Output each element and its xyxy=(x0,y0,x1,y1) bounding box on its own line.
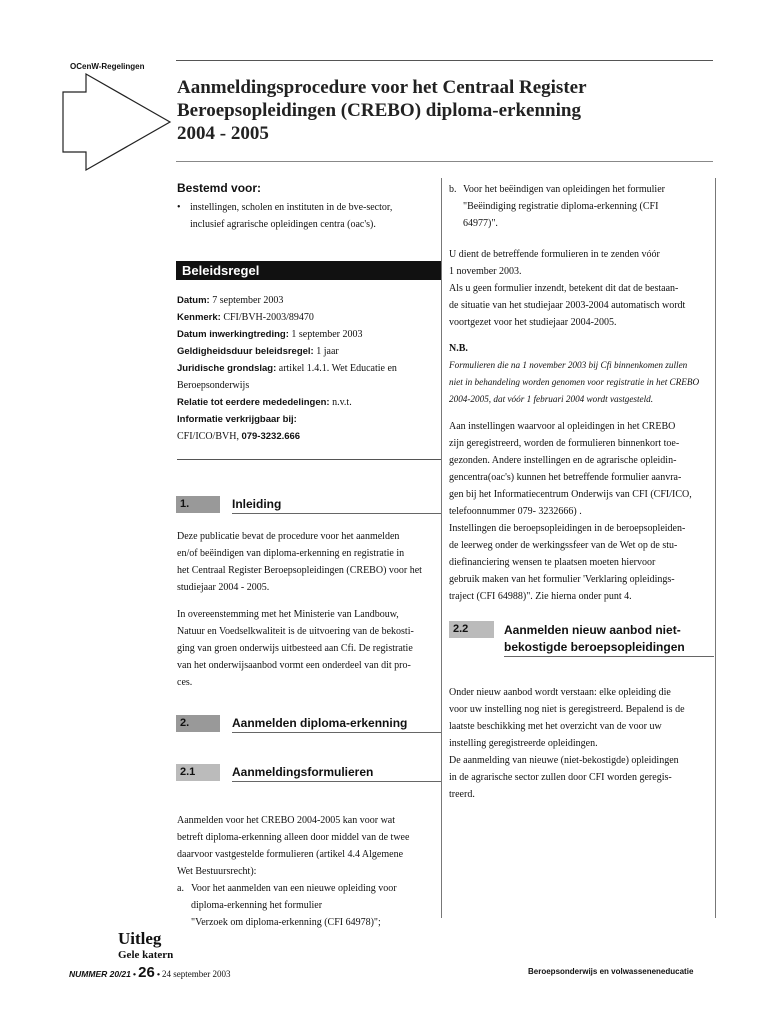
text-line: in de agrarische sector zullen door CFI worden geregis- xyxy=(449,772,672,783)
text-line: het Centraal Register Beroepsopleidingen (CREBO) voor het xyxy=(177,565,422,576)
meta-row xyxy=(177,343,442,360)
footer-bullet: • xyxy=(156,969,160,979)
bestemd-line-1: instellingen, scholen en instituten in de bve-sector, xyxy=(190,202,393,213)
section-2-1-title: Aanmeldingsformulieren xyxy=(232,765,374,779)
instellingen-paragraph xyxy=(449,418,719,605)
meta-row xyxy=(177,292,442,309)
text-line: treerd. xyxy=(449,789,475,800)
text-line: Instellingen die beroepsopleidingen in de beroepsopleiden- xyxy=(449,523,686,534)
meta-label: Datum: xyxy=(177,295,210,306)
info-telephone: 079-3232.666 xyxy=(241,431,301,442)
meta-row xyxy=(177,309,442,326)
text-line: "Beëindiging registratie diploma-erkenning (CFI xyxy=(463,201,659,212)
meta-value: n.v.t. xyxy=(329,397,352,408)
meta-label: Informatie verkrijgbaar bij: xyxy=(177,414,297,425)
meta-row xyxy=(177,394,442,411)
text-line: telefoonnummer 079- 3232666) . xyxy=(449,506,582,517)
text-line: gen bij het Informatiecentrum Onderwijs van CFI (CFI/ICO, xyxy=(449,489,692,500)
section-1-rule xyxy=(232,513,441,514)
text-line: Wet Bestuursrecht): xyxy=(177,866,257,877)
issue-date: 24 september 2003 xyxy=(162,969,231,979)
footer-issue xyxy=(69,964,231,981)
meta-label: Relatie tot eerdere mededelingen: xyxy=(177,397,330,408)
title-line-2: Beroepsopleidingen (CREBO) diploma-erkenning xyxy=(177,100,581,121)
bestemd-line-2: inclusief agrarische opleidingen centra (oac's). xyxy=(190,219,376,230)
meta-row xyxy=(177,411,442,428)
text-line: diefinanciering wensen te plaatsen moeten hiervoor xyxy=(449,557,656,568)
text-line: betreft diploma-erkenning alleen door middel van de twee xyxy=(177,832,410,843)
text-line: instelling geregistreerde opleidingen. xyxy=(449,738,598,749)
meta-row xyxy=(177,377,442,394)
text-line: daarvoor vastgestelde formulieren (artikel 4.4 Algemene xyxy=(177,849,404,860)
text-line: gebruik maken van het formulier 'Verklaring opleidings- xyxy=(449,574,675,585)
meta-value: artikel 1.4.1. Wet Educatie en xyxy=(276,363,397,374)
meta-row xyxy=(177,326,442,343)
section-2-title: Aanmelden diploma-erkenning xyxy=(232,716,408,730)
meta-value: 7 september 2003 xyxy=(209,295,284,306)
section-1-number: 1. xyxy=(176,496,220,513)
text-line: zijn geregistreerd, worden de formulieren binnenkort toe- xyxy=(449,438,680,449)
meta-value: CFI/BVH-2003/89470 xyxy=(220,312,314,323)
inleiding-paragraph-1 xyxy=(177,528,442,596)
page-title xyxy=(177,76,717,145)
text-line: U dient de betreffende formulieren in te zenden vóór xyxy=(449,249,660,260)
list-item-b xyxy=(449,181,714,232)
section-2-number: 2. xyxy=(176,715,220,732)
text-line: de leerweg onder de werkingssfeer van de Wet op de stu- xyxy=(449,540,678,551)
text-line: 2004-2005, dat vóór 1 februari 2004 wordt vastgesteld. xyxy=(449,394,654,404)
issue-number: NUMMER 20/21 xyxy=(69,969,131,979)
section-2-2-number: 2.2 xyxy=(449,621,494,638)
text-line: Deze publicatie bevat de procedure voor het aanmelden xyxy=(177,531,400,542)
text-line: diploma-erkenning het formulier xyxy=(191,900,323,911)
text-line: ces. xyxy=(177,677,193,688)
list-marker: a. xyxy=(177,883,184,894)
zenden-paragraph xyxy=(449,246,715,331)
bullet-dot: • xyxy=(177,202,181,213)
section-1-title: Inleiding xyxy=(232,497,282,511)
inleiding-paragraph-2 xyxy=(177,606,442,691)
meta-value: 1 september 2003 xyxy=(288,329,363,340)
info-prefix: CFI/ICO/BVH, xyxy=(177,431,242,442)
title-line: bekostigde beroepsopleidingen xyxy=(504,640,685,654)
list-item-a xyxy=(177,880,442,931)
bestemd-bullet xyxy=(177,199,439,233)
footer-section-title: Beroepsonderwijs en volwasseneneducatie xyxy=(528,967,694,976)
text-line: studiejaar 2004 - 2005. xyxy=(177,582,270,593)
text-line: de situatie van het studiejaar 2003-2004 automatisch wordt xyxy=(449,300,686,311)
text-line: van het onderwijsaanbod vormt een onderdeel van dit pro- xyxy=(177,660,411,671)
text-line: "Verzoek om diploma-erkenning (CFI 64978)"; xyxy=(191,917,381,928)
text-line: De aanmelding van nieuwe (niet-bekostigde) opleidingen xyxy=(449,755,679,766)
section-2-2-rule xyxy=(504,656,714,657)
meta-info-row xyxy=(177,428,442,445)
text-line: 64977)". xyxy=(463,218,498,229)
text-line: ging van groen onderwijs uitbesteed aan Cfi. De registratie xyxy=(177,643,413,654)
text-line: Als u geen formulier inzendt, betekent dit dat de bestaan- xyxy=(449,283,679,294)
left-column-rule xyxy=(177,459,441,460)
text-line: Aanmelden voor het CREBO 2004-2005 kan voor wat xyxy=(177,815,396,826)
text-line: traject (CFI 64988)". Zie hierna onder punt 4. xyxy=(449,591,632,602)
meta-label: Juridische grondslag: xyxy=(177,363,277,374)
text-line: Onder nieuw aanbod wordt verstaan: elke opleiding die xyxy=(449,687,671,698)
text-line: Formulieren die na 1 november 2003 bij Cfi binnenkomen zullen xyxy=(449,360,688,370)
meta-label: Datum inwerkingtreding: xyxy=(177,329,289,340)
text-line: niet in behandeling worden genomen voor registratie in het CREBO xyxy=(449,377,700,387)
footer-bullet: • xyxy=(133,969,136,979)
list-marker: b. xyxy=(449,184,457,195)
text-line: 1 november 2003. xyxy=(449,266,522,277)
meta-value: 1 jaar xyxy=(313,346,339,357)
title-line-3: 2004 - 2005 xyxy=(177,123,269,144)
nieuw-aanbod-paragraph xyxy=(449,684,719,803)
title-rule-top xyxy=(176,60,713,61)
meta-row xyxy=(177,360,442,377)
text-line: In overeenstemming met het Ministerie van Landbouw, xyxy=(177,609,399,620)
title-rule-bottom xyxy=(176,161,713,162)
section-2-1-number: 2.1 xyxy=(176,764,220,781)
text-line: voortgezet voor het studiejaar 2004-2005. xyxy=(449,317,617,328)
uitleg-logo: Uitleg xyxy=(118,929,162,948)
bestemd-heading: Bestemd voor: xyxy=(177,181,262,195)
text-line: Aan instellingen waarvoor al opleidingen in het CREBO xyxy=(449,421,676,432)
meta-value: Beroepsonderwijs xyxy=(177,380,250,391)
text-line: Natuur en Voedselkwaliteit is de uitvoering van de bekosti- xyxy=(177,626,414,637)
title-line: Aanmelden nieuw aanbod niet- xyxy=(504,623,681,637)
text-line: en/of beëindigen van diploma-erkenning en registratie in xyxy=(177,548,405,559)
title-line-1: Aanmeldingsprocedure voor het Centraal Register xyxy=(177,77,587,98)
section-2-2-title xyxy=(504,622,685,656)
beleidsregel-heading: Beleidsregel xyxy=(176,261,441,280)
nb-note xyxy=(449,357,719,408)
beleidsregel-meta xyxy=(177,292,442,445)
section-label: OCenW-Regelingen xyxy=(70,62,145,71)
nb-heading: N.B. xyxy=(449,343,468,354)
text-line: gezonden. Andere instellingen en de agrarische opleidin- xyxy=(449,455,677,466)
text-line: gencentra(oac's) kunnen het betreffende formulier aanvra- xyxy=(449,472,682,483)
page-number: 26 xyxy=(138,964,155,981)
meta-label: Kenmerk: xyxy=(177,312,221,323)
meta-label: Geldigheidsduur beleidsregel: xyxy=(177,346,314,357)
formulieren-paragraph xyxy=(177,812,442,880)
arrow-graphic xyxy=(62,72,174,172)
text-line: laatste beschikking met het overzicht van de voor uw xyxy=(449,721,662,732)
text-line: Voor het aanmelden van een nieuwe opleiding voor xyxy=(191,883,397,894)
section-2-1-rule xyxy=(232,781,441,782)
section-2-rule xyxy=(232,732,441,733)
text-line: Voor het beëindigen van opleidingen het formulier xyxy=(463,184,665,195)
text-line: voor uw instelling nog niet is geregistreerd. Bepalend is de xyxy=(449,704,685,715)
gele-katern-logo: Gele katern xyxy=(118,949,174,961)
